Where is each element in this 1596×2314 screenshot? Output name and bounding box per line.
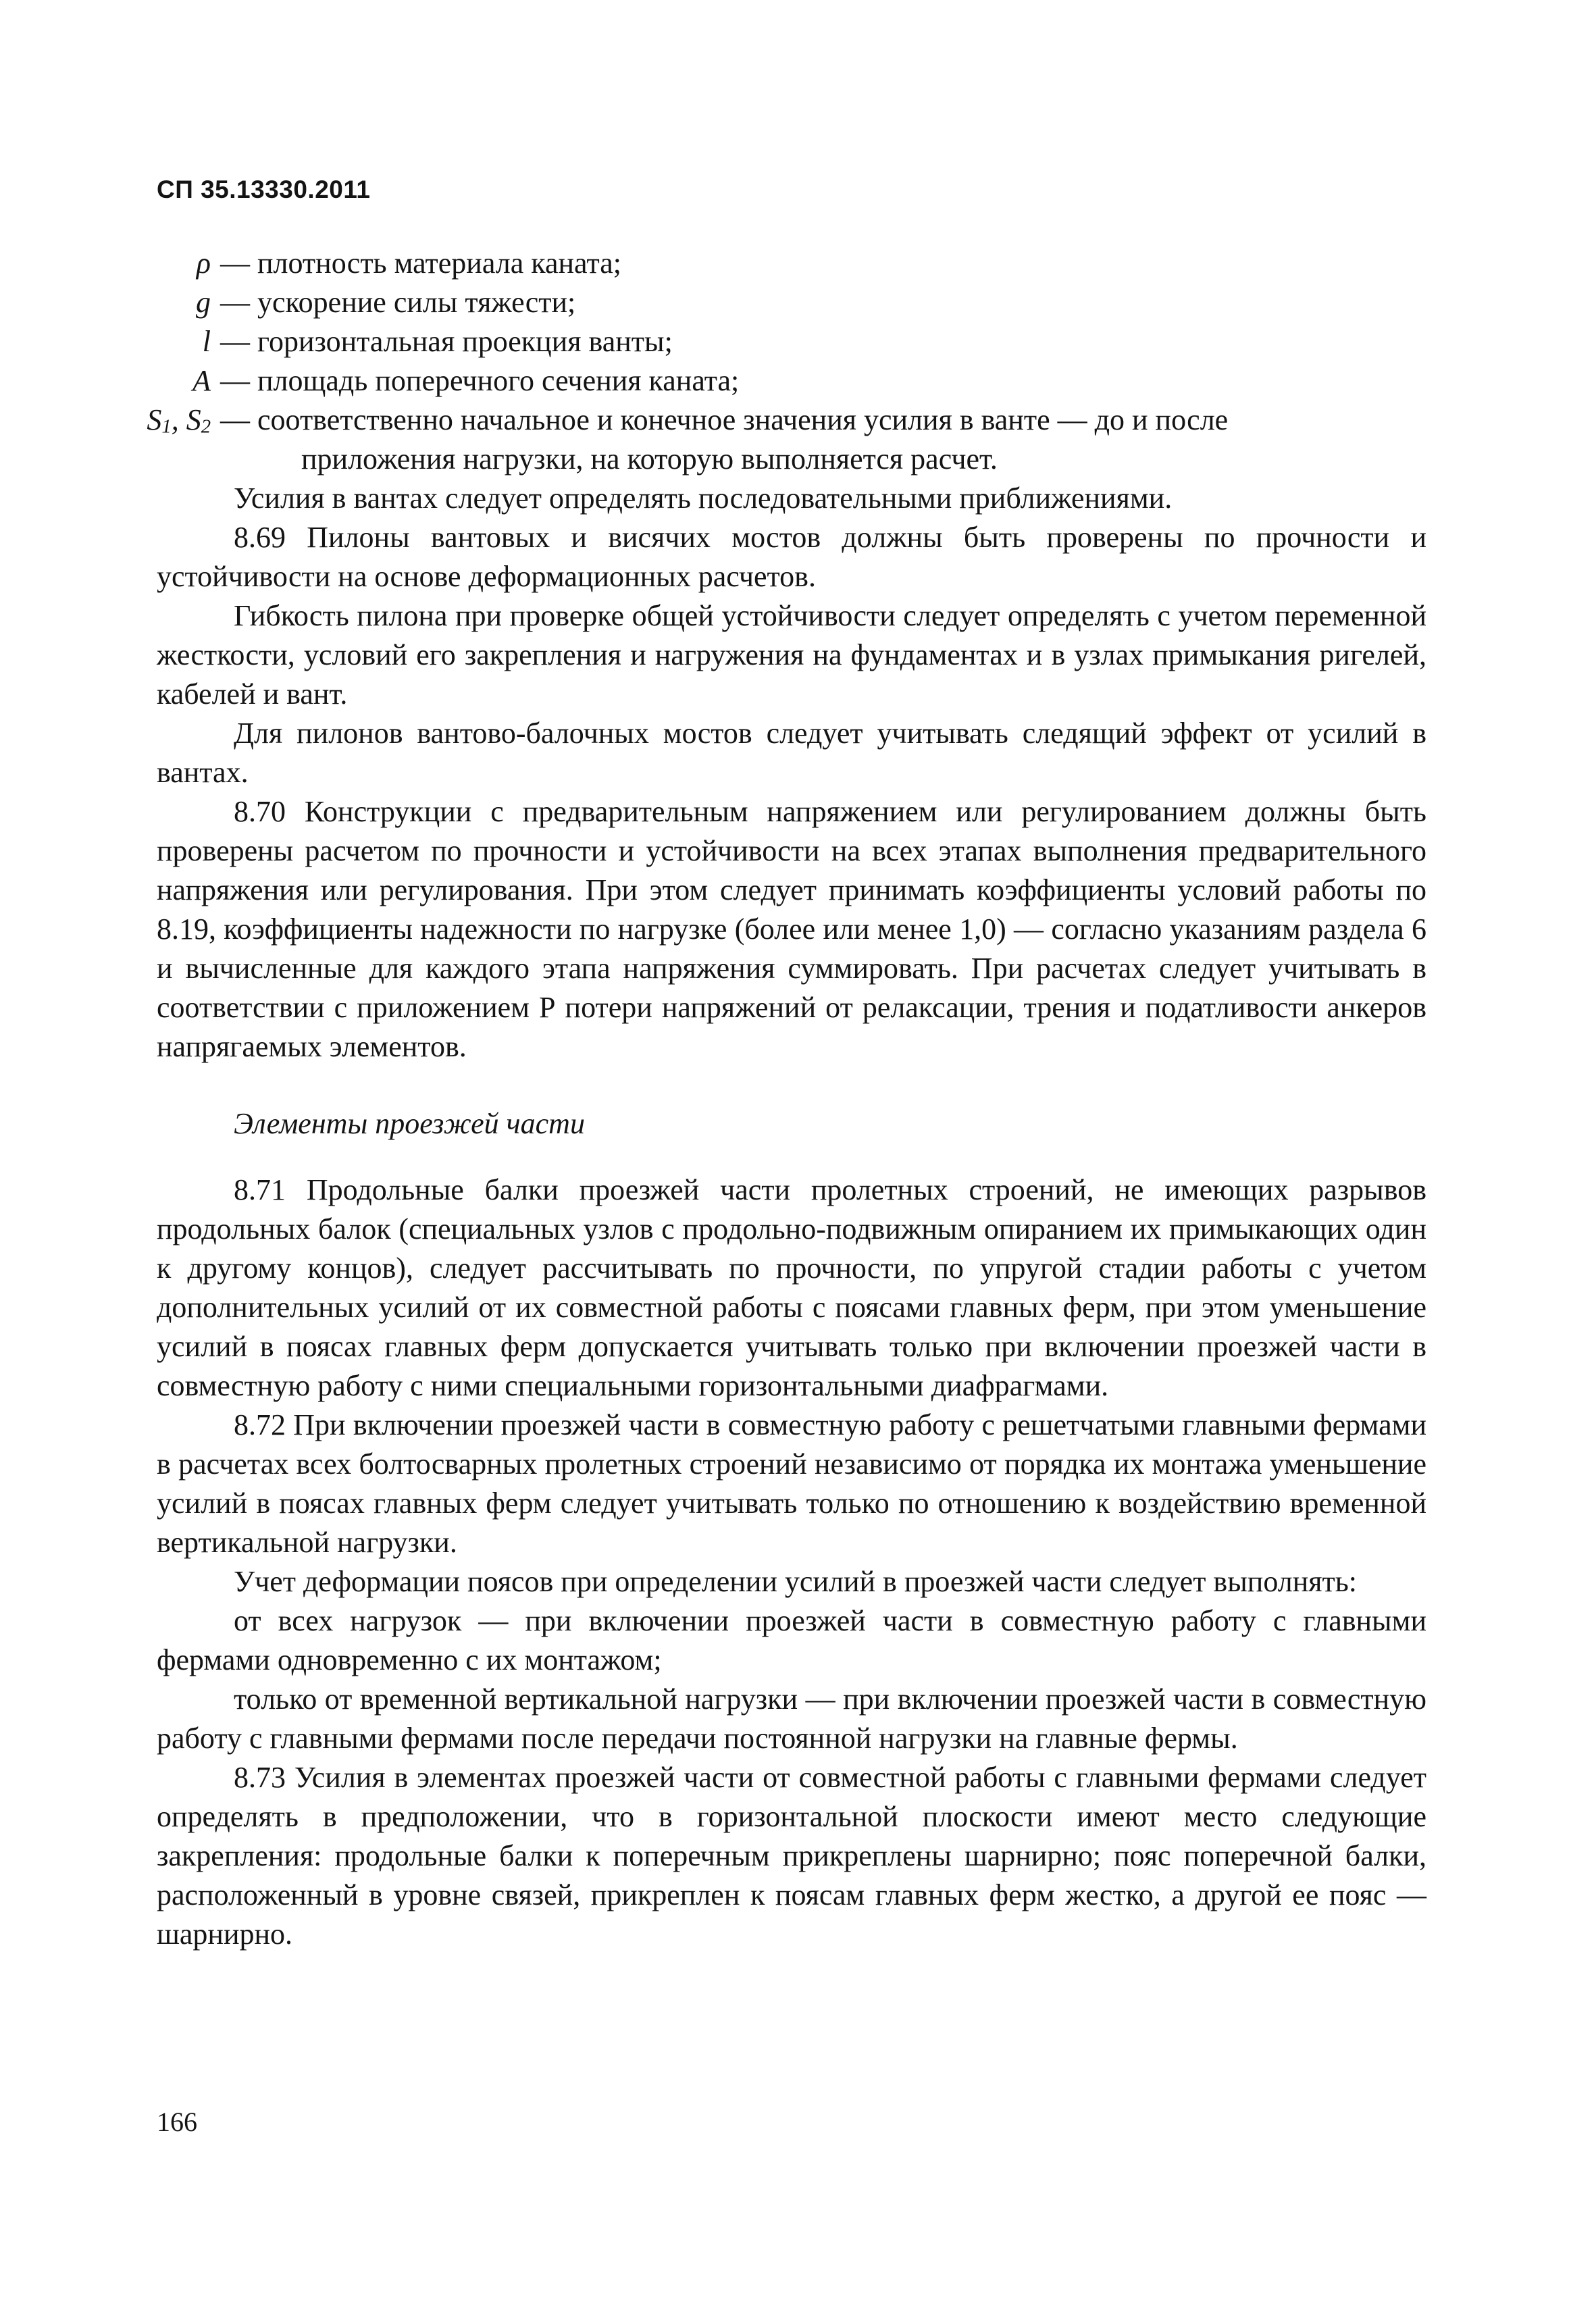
document-code: СП 35.13330.2011	[157, 176, 371, 203]
symbol-subscript-2: 2	[201, 416, 211, 438]
paragraph-8-72: 8.72 При включении проезжей части в совместную работу с решетчатыми главными фермами в расчетах всех болтосварных пролетных строений независимо от порядка их монтажа уменьшение усилий в поясах главных ферм следует учитывать только по отношению к воздействию временной вертикальной нагрузки.	[157, 1408, 1426, 1559]
symbol-definitions	[147, 244, 1426, 479]
paragraph-8-70: 8.70 Конструкции с предварительным напряжением или регулированием должны быть проверены расчетом по прочности и устойчивости на всех этапах выполнения предварительного напряжения или регулирования. При этом следует принимать коэффициенты условий работы по 8.19, коэффициенты надежности по нагрузке (более или менее 1,0) — согласно указаниям раздела 6 и вычисленные для каждого этапа напряжения суммировать. При расчетах следует учитывать в соответствии с приложением Р потери напряжений от релаксации, трения и податливости анкеров напрягаемых элементов.	[157, 795, 1426, 1063]
paragraph-8-69: 8.69 Пилоны вантовых и висячих мостов должны быть проверены по прочности и устойчивости на основе деформационных расчетов.	[157, 521, 1426, 593]
definition-text: — соответственно начальное и конечное значения усилия в ванте — до и после	[220, 403, 1229, 436]
definition-g	[157, 283, 1426, 322]
section-heading: Элементы проезжей части	[234, 1107, 585, 1140]
paragraph-8-71: 8.71 Продольные балки проезжей части пролетных строений, не имеющих разрывов продольных балок (специальных узлов с продольно-подвижным опиранием их примыкающих один к другому концов), следует рассчитывать по прочности, по упругой стадии работы с учетом дополнительных усилий от их совместной работы с поясами главных ферм, при этом уменьшение усилий в поясах главных ферм допускается учитывать только при включении проезжей части в совместную работу с ними специальными горизонтальными диафрагмами.	[157, 1173, 1426, 1402]
definition-body	[220, 401, 1426, 479]
definition-rho	[157, 244, 1426, 283]
definition-text: — горизонтальная проекция ванты;	[220, 325, 673, 358]
definition-a	[157, 361, 1426, 401]
definition-text-continued: приложения нагрузки, на которую выполняется расчет.	[301, 442, 998, 475]
page-number: 166	[157, 2107, 197, 2137]
definition-symbol	[123, 401, 211, 479]
definition-symbol: ρ	[196, 247, 211, 280]
symbol-subscript-1: 1	[161, 416, 172, 438]
definition-symbol: l	[202, 325, 211, 358]
definition-symbol: g	[196, 286, 211, 319]
paragraph: от всех нагрузок — при включении проезжей части в совместную работу с главными фермами одновременно с их монтажом;	[157, 1604, 1426, 1676]
symbol-s: S	[147, 403, 162, 436]
definition-text: — ускорение силы тяжести;	[220, 286, 576, 319]
symbol-separator: , S	[171, 403, 201, 436]
definition-s1-s2	[147, 401, 1426, 479]
page-content	[147, 176, 1426, 1954]
paragraph: Для пилонов вантово-балочных мостов следует учитывать следящий эффект от усилий в вантах.	[157, 717, 1426, 789]
paragraph: Усилия в вантах следует определять последовательными приближениями.	[234, 482, 1173, 515]
definition-l	[157, 322, 1426, 361]
paragraph: Гибкость пилона при проверке общей устойчивости следует определять с учетом переменной жесткости, условий его закрепления и нагружения на фундаментах и в узлах примыкания ригелей, кабелей и вант.	[157, 599, 1426, 711]
definition-symbol: A	[192, 364, 211, 397]
definition-text: — плотность материала каната;	[220, 247, 621, 280]
definition-text: — площадь поперечного сечения каната;	[220, 364, 740, 397]
paragraph-8-73: 8.73 Усилия в элементах проезжей части от совместной работы с главными фермами следует определять в предположении, что в горизонтальной плоскости имеют место следующие закрепления: продольные балки к поперечным прикреплены шарнирно; пояс поперечной балки, расположенный в уровне связей, прикреплен к поясам главных ферм жестко, а другой ее пояс — шарнирно.	[157, 1761, 1426, 1951]
paragraph: только от временной вертикальной нагрузки — при включении проезжей части в совместную работу с главными фермами после передачи постоянной нагрузки на главные фермы.	[157, 1682, 1426, 1755]
paragraph: Учет деформации поясов при определении усилий в проезжей части следует выполнять:	[234, 1565, 1357, 1598]
